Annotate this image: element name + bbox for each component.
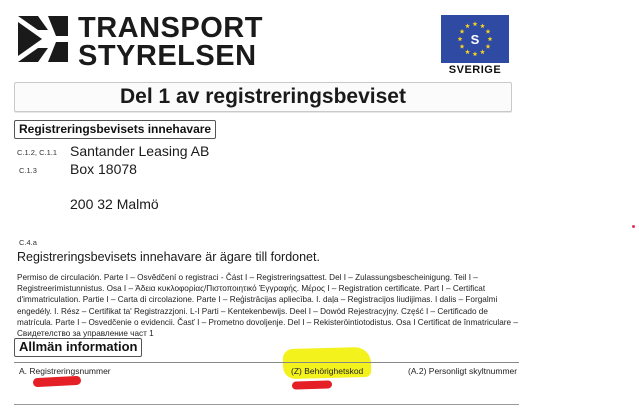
holder-section-heading: Registreringsbevisets innehavare [14, 120, 216, 139]
address-line1: Box 18078 [70, 161, 137, 177]
owner-statement: Registreringsbevisets innehavare är ägare till fordonet. [17, 250, 320, 264]
code-owner: C.4.a [19, 238, 37, 247]
code-name: C.1.2, C.1.1 [17, 148, 58, 157]
field-authority-code-label: (Z) Behörighetskod [291, 366, 364, 376]
country-label: SVERIGE [448, 64, 502, 76]
redaction-mark-registration [33, 376, 81, 387]
document-title: Del 1 av registreringsbeviset [120, 85, 406, 108]
code-address: C.1.3 [19, 166, 37, 175]
holder-name: Santander Leasing AB [70, 143, 210, 159]
field-registration-number-label: A. Registreringsnummer [19, 366, 111, 376]
address-line2: 200 32 Malmö [70, 196, 159, 212]
section-divider [14, 362, 519, 363]
eu-flag-icon [441, 15, 509, 63]
bottom-border [14, 404, 519, 405]
logo-text-styrelsen: STYRELSEN [78, 40, 257, 72]
general-section-heading: Allmän information [14, 338, 142, 357]
multilingual-fine-print: Permiso de circulación. Parte I – Osvědčení o registraci - Část I – Registreringsattest. Del I – Zulassungsbescheinigung. Teil I – Registreerimistunnistus. Osa I – Άδεια κυκλοφορίας/Πιστοποιητικό Έγγραφής. Μέρος I – Registration certificate. Part I – Certificat d'immatriculation. Partie I – Carta di circolazione. Parte I – Reģistrācijas apliecība. I. daļa – Registracijos liudijimas. I dalis – Forgalmi engedély. I. Rész – Certifikat ta' Registrazzjoni. L-I Parti – Kentekenbewijs. Deel I – Dowód Rejestracyjny. Część I – Certificado de matrícula. Parte I – Osvedčenie o evidencii. Časť I – Prometno dovoljenje. Del I – Rekisteröintiotodistus. Osa I Certificat de înmatriculare – Свидетелство за управление част 1 [17, 273, 518, 339]
redaction-mark-authority-code [292, 380, 332, 389]
transportstyrelsen-logo-icon [18, 16, 68, 62]
field-personal-plate-label: (A.2) Personligt skyltnummer [408, 366, 518, 376]
document-title-bar [14, 82, 512, 112]
logo-text-transport: TRANSPORT [78, 12, 263, 44]
stray-mark [632, 225, 635, 228]
flag-letter: S [470, 32, 480, 47]
